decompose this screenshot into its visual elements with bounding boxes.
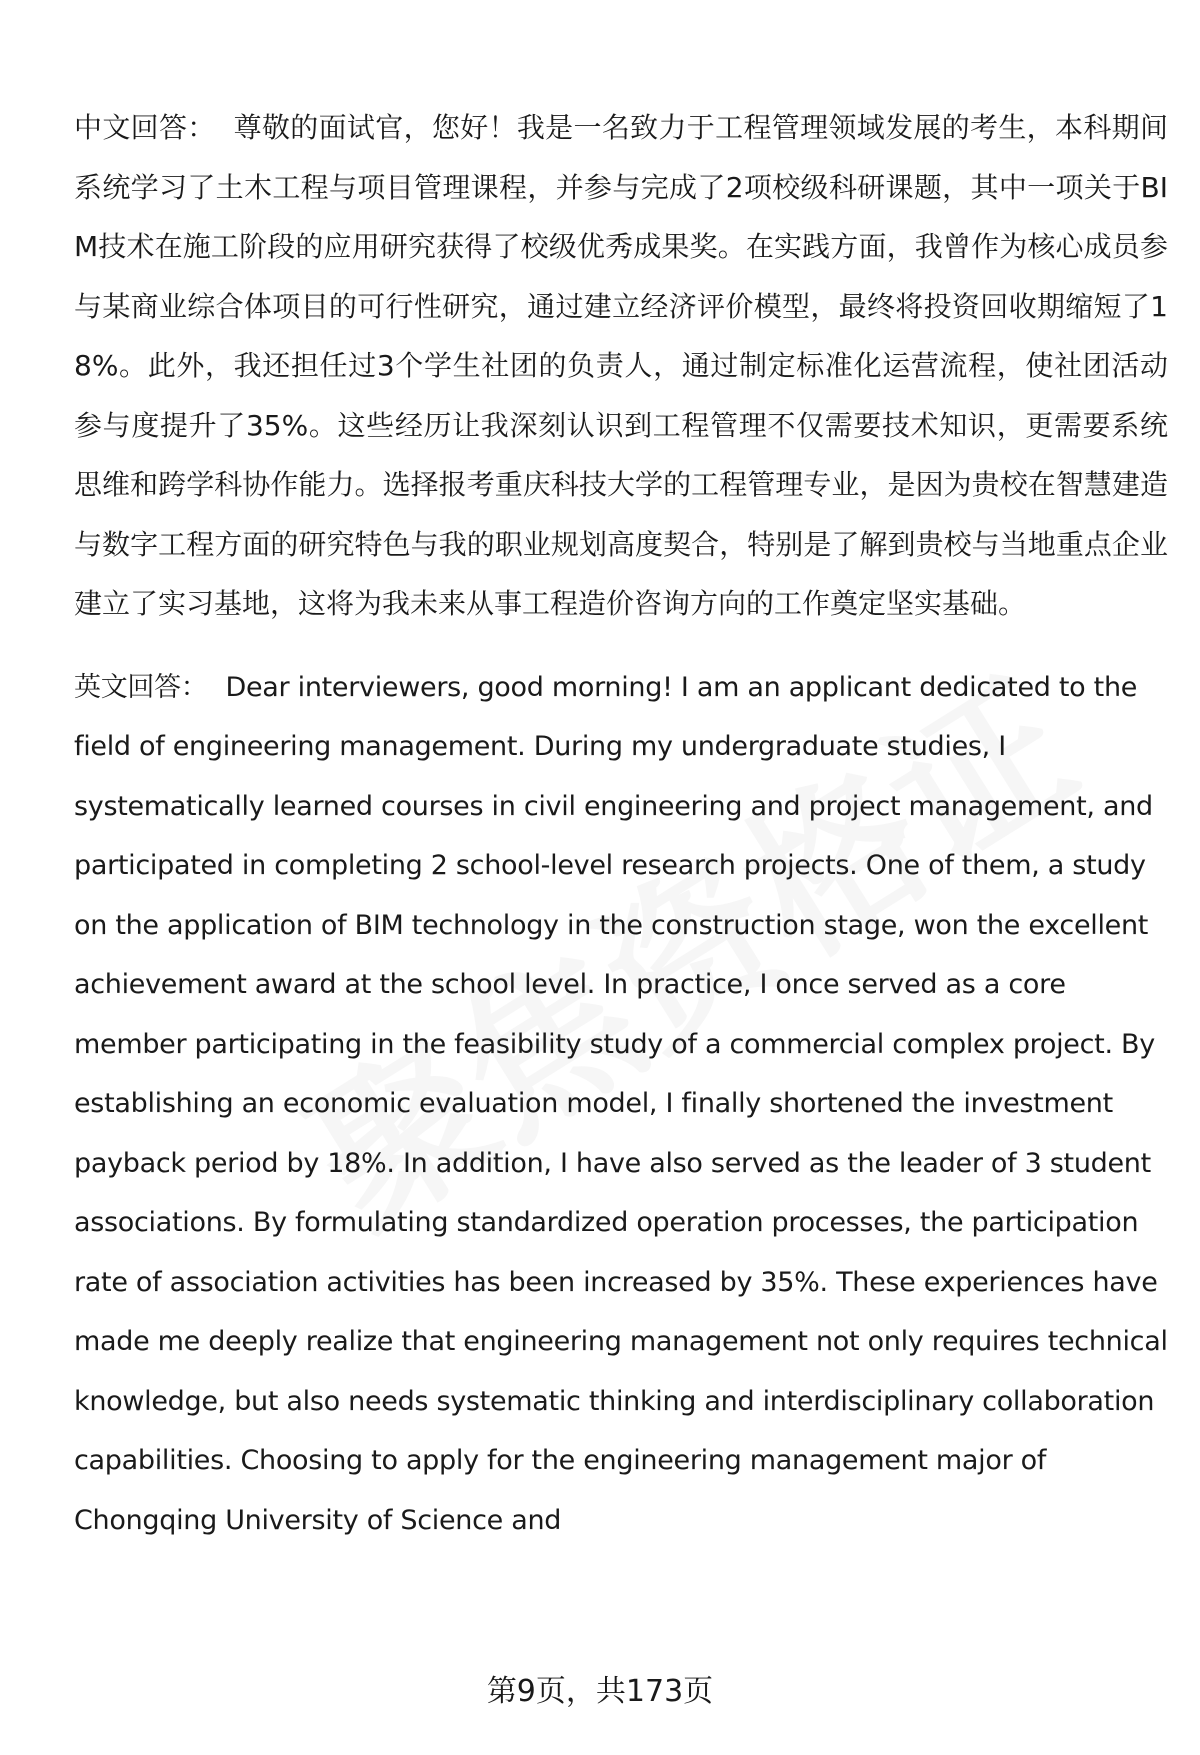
chinese-answer-paragraph [74,98,1168,634]
document-body [74,98,1168,1550]
english-answer-text: Dear interviewers, good morning! I am an applicant dedicated to the field of engineering management. During my undergraduate studies, I systematically learned courses in civil engineering and project management, and participated in completing 2 school-level research projects. One of them, a study on the application of BIM technology in the construction stage, won the excellent achievement award at the school level. In practice, I once served as a core member participating in the feasibility study of a commercial complex project. By establishing an economic evaluation model, I finally shortened the investment payback period by 18%. In addition, I have also served as the leader of 3 student associations. By formulating standardized operation processes, the participation rate of association activities has been increased by 35%. These experiences have made me deeply realize that engineering management not only requires technical knowledge, but also needs systematic thinking and interdisciplinary collaboration capabilities. Choosing to apply for the engineering management major of Chongqing University of Science and [74,671,1168,1536]
page-number-footer: 第9页，共173页 [486,1674,714,1709]
chinese-answer-label: 中文回答： [74,111,216,144]
chinese-answer-text: 尊敬的面试官，您好！我是一名致力于工程管理领域发展的考生，本科期间系统学习了土木工程与项目管理课程，并参与完成了2项校级科研课题，其中一项关于BIM技术在施工阶段的应用研究获得了校级优秀成果奖。在实践方面，我曾作为核心成员参与某商业综合体项目的可行性研究，通过建立经济评价模型，最终将投资回收期缩短了18%。此外，我还担任过3个学生社团的负责人，通过制定标准化运营流程，使社团活动参与度提升了35%。这些经历让我深刻认识到工程管理不仅需要技术知识，更需要系统思维和跨学科协作能力。选择报考重庆科技大学的工程管理专业，是因为贵校在智慧建造与数字工程方面的研究特色与我的职业规划高度契合，特别是了解到贵校与当地重点企业建立了实习基地，这将为我未来从事工程造价咨询方向的工作奠定坚实基础。 [74,111,1168,620]
english-answer-label: 英文回答： [74,671,208,703]
english-answer-paragraph [74,658,1168,1551]
paragraph-gap [74,634,1168,658]
